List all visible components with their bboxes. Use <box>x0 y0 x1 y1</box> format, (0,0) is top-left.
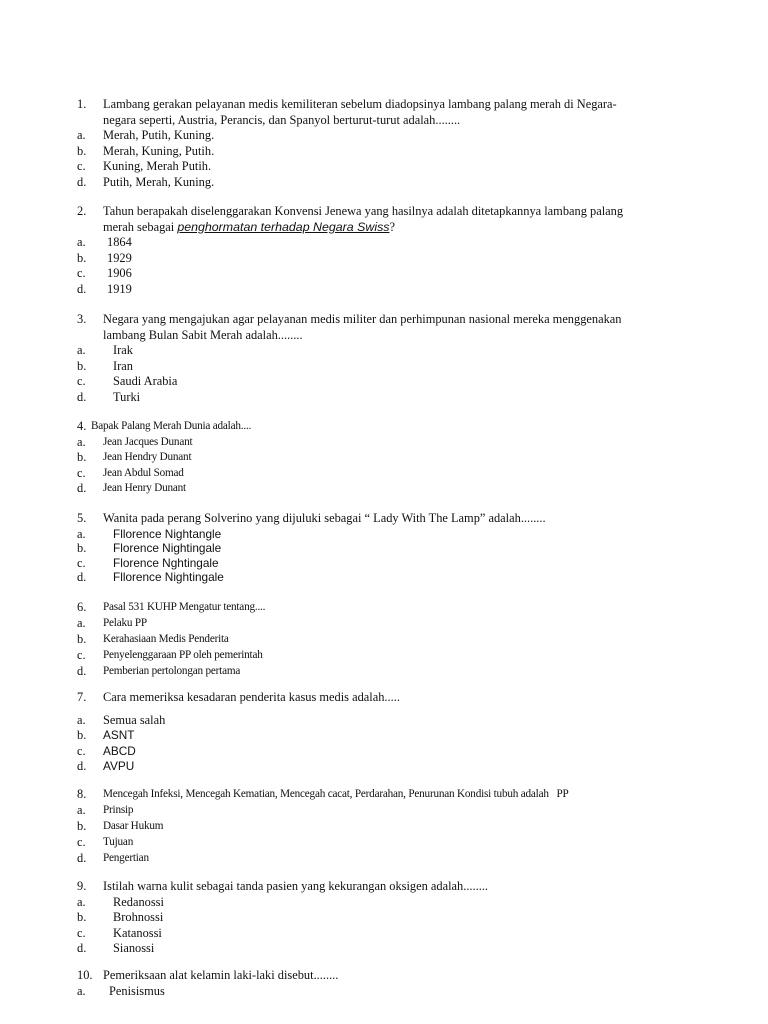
option-a: a. Prinsip <box>77 803 134 817</box>
question-8 <box>77 786 657 866</box>
question-text: Tahun berapakah diselenggarakan Konvensi Jenewa yang hasilnya adalah ditetapkannya lambang palang merah sebagai penghormatan terhadap Negara Swiss? <box>103 204 624 234</box>
option-b: b. Iran <box>77 358 133 373</box>
option-b: b. ASNT <box>77 728 135 742</box>
option-a: a. Semua salah <box>77 712 166 727</box>
question-number: 3. <box>77 312 87 326</box>
option-d: d. Jean Henry Dunant <box>77 481 186 495</box>
question-number: 10. <box>77 968 93 982</box>
question-number: 7. <box>77 690 87 704</box>
question-1 <box>77 97 637 190</box>
option-d: d. Pengertian <box>77 851 149 865</box>
question-number: 6. <box>77 600 87 614</box>
option-b: b. Dasar Hukum <box>77 819 164 833</box>
question-text: Pemeriksaan alat kelamin laki-laki disebut........ <box>103 968 339 982</box>
option-a: a. Merah, Putih, Kuning. <box>77 128 215 142</box>
question-number: 4. <box>77 419 87 433</box>
option-b: b. Merah, Kuning, Putih. <box>77 143 215 158</box>
question-text: Istilah warna kulit sebagai tanda pasien yang kekurangan oksigen adalah........ <box>103 879 489 893</box>
option-a: a. Redanossi <box>77 894 164 909</box>
question-text: Cara memeriksa kesadaran penderita kasus medis adalah..... <box>103 690 400 704</box>
emphasized-text: penghormatan terhadap Negara Swiss <box>177 219 390 234</box>
question-text: Wanita pada perang Solverino yang dijuluki sebagai “ Lady With The Lamp” adalah........ <box>103 511 546 525</box>
option-a: a. 1864 <box>77 235 132 249</box>
option-c: c. Florence Nghtingale <box>77 555 219 570</box>
question-text: Lambang gerakan pelayanan medis kemiliteran sebelum diadopsinya lambang palang merah di Negara-negara seperti, Austria, Perancis, dan Spanyol berturut-turut adalah........ <box>103 97 617 127</box>
question-text: Mencegah Infeksi, Mencegah Kematian, Mencegah cacat, Perdarahan, Penurunan Kondisi tubuh adalah PP <box>103 788 569 800</box>
question-text: Pasal 531 KUHP Mengatur tentang.... <box>103 601 266 613</box>
option-c: c. ABCD <box>77 743 136 758</box>
option-b: b. Kerahasiaan Medis Penderita <box>77 632 229 646</box>
option-a: a. Jean Jacques Dunant <box>77 434 193 449</box>
option-d: d. Pemberian pertolongan pertama <box>77 664 241 678</box>
option-c: c. Saudi Arabia <box>77 374 178 388</box>
question-4 <box>77 419 637 497</box>
option-a: a. Fllorence Nightangle <box>77 526 222 541</box>
question-5 <box>77 511 637 585</box>
question-number: 1. <box>77 97 87 111</box>
question-6 <box>77 599 637 679</box>
option-d: d. AVPU <box>77 759 135 773</box>
option-b: b. Florence Nightingale <box>77 541 222 555</box>
question-number: 2. <box>77 204 87 218</box>
option-c: c. Kuning, Merah Putih. <box>77 159 212 173</box>
question-10 <box>77 968 637 999</box>
option-d: d. 1919 <box>77 281 132 296</box>
option-a: a. Penisismus <box>77 983 165 998</box>
option-a: a. Irak <box>77 343 133 357</box>
option-c: c. Katanossi <box>77 925 162 940</box>
option-b: b. Brohnossi <box>77 910 164 924</box>
question-9 <box>77 879 637 957</box>
question-number: 5. <box>77 511 87 525</box>
question-text: Negara yang mengajukan agar pelayanan medis militer dan perhimpunan nasional mereka menggenakan lambang Bulan Sabit Merah adalah........ <box>103 312 622 342</box>
question-text: Bapak Palang Merah Dunia adalah.... <box>91 420 252 432</box>
option-d: d. Putih, Merah, Kuning. <box>77 174 215 189</box>
option-b: b. 1929 <box>77 250 132 265</box>
option-d: d. Sianossi <box>77 941 155 955</box>
option-d: d. Turki <box>77 389 141 404</box>
option-a: a. Pelaku PP <box>77 616 147 630</box>
question-3 <box>77 312 637 405</box>
option-b: b. Jean Hendry Dunant <box>77 450 192 464</box>
question-2 <box>77 204 637 297</box>
option-c: c. Tujuan <box>77 835 134 849</box>
option-d: d. Fllorence Nightingale <box>77 570 224 584</box>
question-number: 9. <box>77 879 87 893</box>
option-c: c. 1906 <box>77 266 132 280</box>
question-number: 8. <box>77 787 87 801</box>
option-c: c. Penyelenggaraan PP oleh pemerintah <box>77 648 263 662</box>
question-7 <box>77 690 637 775</box>
option-c: c. Jean Abdul Somad <box>77 465 184 480</box>
